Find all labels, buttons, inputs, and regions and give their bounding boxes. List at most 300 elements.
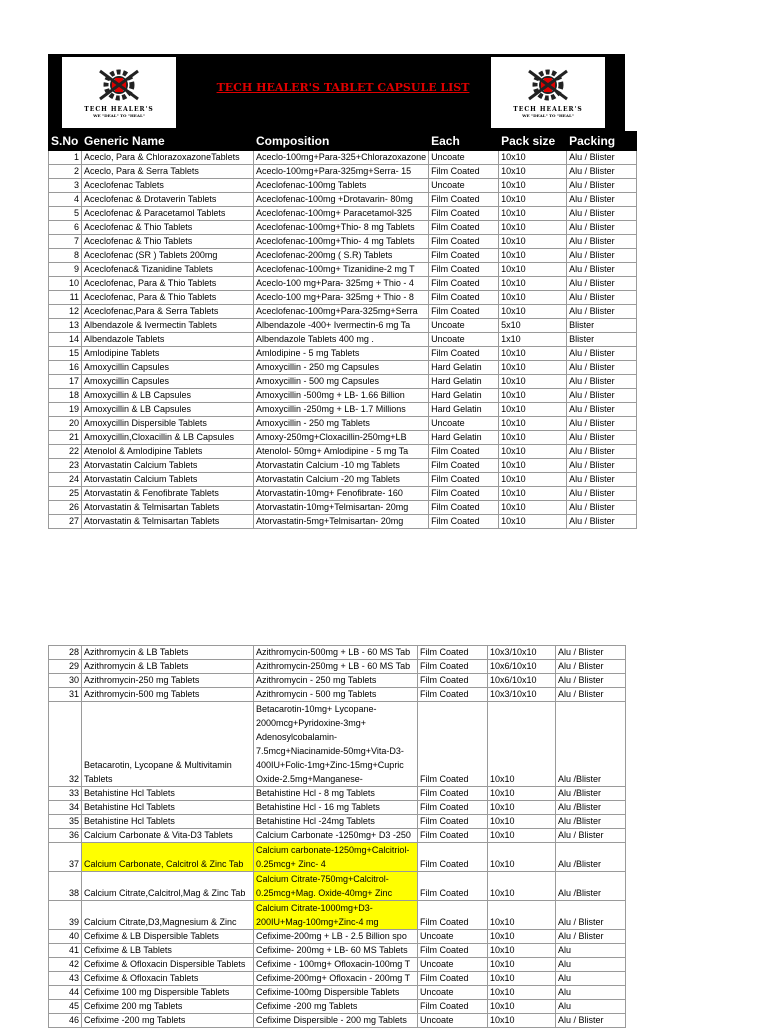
cell-each: Film Coated [418, 872, 488, 901]
cell-generic-name: Cefixime 100 mg Dispersible Tablets [82, 986, 254, 1000]
cell-packing: Alu / Blister [556, 829, 626, 843]
cell-sno: 27 [49, 515, 82, 529]
cell-each: Uncoate [429, 179, 499, 193]
cell-packing: Alu / Blister [567, 347, 637, 361]
cell-generic-name: Aceclo, Para & ChlorazoxazoneTablets [82, 151, 254, 165]
brand-tagline-right: WE "DEAL" TO "HEAL" [522, 113, 574, 118]
cell-generic-name: Amoxycillin,Cloxacillin & LB Capsules [82, 431, 254, 445]
table-row [49, 291, 637, 305]
cell-pack-size: 10x10 [488, 944, 556, 958]
cell-generic-name: Albendazole Tablets [82, 333, 254, 347]
cell-sno: 13 [49, 319, 82, 333]
cell-pack-size: 10x10 [488, 829, 556, 843]
cell-generic-name: Aceclofenac Tablets [82, 179, 254, 193]
table-row [49, 674, 626, 688]
col-header-sno: S.No [49, 132, 82, 151]
cell-each: Film Coated [429, 445, 499, 459]
header-banner [48, 54, 625, 131]
cell-each: Film Coated [429, 221, 499, 235]
cell-composition: Amoxycillin - 250 mg Capsules [254, 361, 429, 375]
cell-each: Film Coated [429, 193, 499, 207]
cell-composition: Betahistine Hcl - 16 mg Tablets [254, 801, 418, 815]
cell-sno: 46 [49, 1014, 82, 1028]
cell-packing: Alu / Blister [567, 501, 637, 515]
cell-each: Film Coated [418, 702, 488, 787]
cell-pack-size: 10x10 [488, 815, 556, 829]
cell-packing: Alu / Blister [567, 277, 637, 291]
cell-composition: Aceclo-100mg+Para-325mg+Serra- 15 [254, 165, 429, 179]
brand-tagline-left: WE "DEAL" TO "HEAL" [93, 113, 145, 118]
cell-packing: Alu / Blister [567, 179, 637, 193]
table-row [49, 277, 637, 291]
cell-each: Film Coated [418, 1000, 488, 1014]
brand-logo-left [62, 57, 176, 128]
cell-composition: Calcium Carbonate -1250mg+ D3 -250 [254, 829, 418, 843]
cell-generic-name: Atorvastatin & Telmisartan Tablets [82, 515, 254, 529]
cell-pack-size: 10x10 [499, 179, 567, 193]
table-row [49, 193, 637, 207]
cell-generic-name: Aceclofenac & Drotaverin Tablets [82, 193, 254, 207]
cell-packing: Alu / Blister [556, 688, 626, 702]
cell-packing: Alu /Blister [556, 815, 626, 829]
cell-pack-size: 10x10 [499, 515, 567, 529]
cell-composition: Cefixime-200mg+ Ofloxacin - 200mg T [254, 972, 418, 986]
table-row [49, 501, 637, 515]
table-row [49, 801, 626, 815]
cell-generic-name: Aceclofenac, Para & Thio Tablets [82, 291, 254, 305]
cell-each: Uncoate [418, 986, 488, 1000]
cell-pack-size: 10x10 [499, 375, 567, 389]
cell-packing: Alu / Blister [567, 459, 637, 473]
cell-composition: Amoxycillin -250mg + LB- 1.7 Millions [254, 403, 429, 417]
col-header-packing: Packing [567, 132, 637, 151]
cell-sno: 3 [49, 179, 82, 193]
cell-composition: Azithromycin - 500 mg Tablets [254, 688, 418, 702]
cell-sno: 16 [49, 361, 82, 375]
cell-generic-name: Amoxycillin Capsules [82, 361, 254, 375]
cell-composition: Amoxycillin - 500 mg Capsules [254, 375, 429, 389]
table-row [49, 487, 637, 501]
table-row [49, 319, 637, 333]
cell-pack-size: 5x10 [499, 319, 567, 333]
table-row [49, 305, 637, 319]
cell-sno: 39 [49, 901, 82, 930]
cell-composition: Cefixime- 200mg + LB- 60 MS Tablets [254, 944, 418, 958]
cell-each: Uncoate [429, 333, 499, 347]
brand-name-left: TECH HEALER'S [84, 106, 154, 113]
cell-each: Hard Gelatin [429, 361, 499, 375]
cell-pack-size: 10x3/10x10 [488, 688, 556, 702]
cell-sno: 33 [49, 787, 82, 801]
cell-packing: Alu / Blister [567, 417, 637, 431]
cell-pack-size: 10x10 [499, 235, 567, 249]
cell-composition: Cefixime Dispersible - 200 mg Tablets [254, 1014, 418, 1028]
cell-generic-name: Azithromycin & LB Tablets [82, 660, 254, 674]
col-header-generic-name: Generic Name [82, 132, 254, 151]
table-row [49, 179, 637, 193]
cell-generic-name: Cefixime -200 mg Tablets [82, 1014, 254, 1028]
table-row [49, 235, 637, 249]
cell-composition: Atorvastatin-10mg+Telmisartan- 20mg [254, 501, 429, 515]
cell-each: Film Coated [429, 291, 499, 305]
table-row [49, 958, 626, 972]
cell-pack-size: 10x10 [499, 151, 567, 165]
cell-packing: Alu / Blister [567, 207, 637, 221]
cell-composition: Amoxycillin - 250 mg Tablets [254, 417, 429, 431]
cell-each: Film Coated [418, 972, 488, 986]
cell-pack-size: 10x10 [488, 843, 556, 872]
cell-pack-size: 10x10 [499, 459, 567, 473]
cell-each: Hard Gelatin [429, 389, 499, 403]
brand-logo-right [491, 57, 605, 128]
cell-generic-name: Cefixime & Ofloxacin Dispersible Tablets [82, 958, 254, 972]
cell-pack-size: 10x10 [499, 277, 567, 291]
cell-sno: 23 [49, 459, 82, 473]
gear-cross-logo-icon [92, 67, 146, 105]
product-table-part2 [48, 645, 626, 1028]
cell-packing: Alu [556, 958, 626, 972]
cell-each: Film Coated [418, 646, 488, 660]
cell-packing: Alu /Blister [556, 872, 626, 901]
table-row [49, 403, 637, 417]
cell-packing: Alu / Blister [567, 473, 637, 487]
cell-packing: Alu / Blister [567, 263, 637, 277]
cell-each: Film Coated [429, 249, 499, 263]
table-row [49, 473, 637, 487]
cell-pack-size: 10x3/10x10 [488, 646, 556, 660]
cell-composition: Betahistine Hcl -24mg Tablets [254, 815, 418, 829]
cell-each: Film Coated [418, 660, 488, 674]
cell-pack-size: 10x10 [499, 431, 567, 445]
col-header-each: Each [429, 132, 499, 151]
cell-sno: 6 [49, 221, 82, 235]
cell-sno: 41 [49, 944, 82, 958]
cell-each: Film Coated [418, 801, 488, 815]
cell-sno: 37 [49, 843, 82, 872]
cell-pack-size: 10x10 [499, 403, 567, 417]
cell-composition: Calcium Citrate-750mg+Calcitrol-0.25mcg+Mag. Oxide-40mg+ Zinc [254, 872, 418, 901]
table-row [49, 1014, 626, 1028]
cell-composition: Cefixime -200 mg Tablets [254, 1000, 418, 1014]
cell-packing: Alu [556, 972, 626, 986]
cell-packing: Alu / Blister [567, 389, 637, 403]
table-row [49, 263, 637, 277]
cell-packing: Alu / Blister [567, 291, 637, 305]
cell-pack-size: 10x10 [499, 417, 567, 431]
table-row [49, 815, 626, 829]
cell-pack-size: 10x10 [488, 787, 556, 801]
cell-composition: Aceclo-100 mg+Para- 325mg + Thio - 8 [254, 291, 429, 305]
cell-generic-name: Betahistine Hcl Tablets [82, 815, 254, 829]
cell-each: Film Coated [418, 688, 488, 702]
cell-packing: Alu [556, 944, 626, 958]
cell-generic-name: Betahistine Hcl Tablets [82, 787, 254, 801]
cell-pack-size: 10x10 [499, 347, 567, 361]
cell-pack-size: 10x10 [488, 1000, 556, 1014]
table-row [49, 702, 626, 787]
cell-generic-name: Atorvastatin & Fenofibrate Tablets [82, 487, 254, 501]
table-row [49, 688, 626, 702]
cell-pack-size: 10x10 [499, 207, 567, 221]
table-row [49, 431, 637, 445]
cell-pack-size: 10x10 [488, 702, 556, 787]
cell-generic-name: Amlodipine Tablets [82, 347, 254, 361]
cell-generic-name: Amoxycillin Capsules [82, 375, 254, 389]
cell-pack-size: 10x10 [499, 389, 567, 403]
cell-composition: Aceclofenac-100mg+Thio- 4 mg Tablets [254, 235, 429, 249]
cell-packing: Alu / Blister [567, 515, 637, 529]
cell-composition: Cefixime-100mg Dispersible Tablets [254, 986, 418, 1000]
cell-generic-name: Amoxycillin Dispersible Tablets [82, 417, 254, 431]
cell-composition: Aceclofenac-200mg ( S.R) Tablets [254, 249, 429, 263]
cell-each: Uncoate [429, 319, 499, 333]
table-row [49, 389, 637, 403]
cell-packing: Blister [567, 333, 637, 347]
table-row [49, 944, 626, 958]
cell-sno: 25 [49, 487, 82, 501]
cell-composition: Betahistine Hcl - 8 mg Tablets [254, 787, 418, 801]
cell-packing: Alu / Blister [567, 431, 637, 445]
cell-each: Uncoate [418, 958, 488, 972]
cell-packing: Alu / Blister [567, 221, 637, 235]
cell-composition: Albendazole Tablets 400 mg . [254, 333, 429, 347]
cell-pack-size: 10x10 [488, 972, 556, 986]
cell-each: Film Coated [429, 487, 499, 501]
table-row [49, 207, 637, 221]
table-row [49, 221, 637, 235]
cell-sno: 9 [49, 263, 82, 277]
cell-composition: Aceclo-100 mg+Para- 325mg + Thio - 4 [254, 277, 429, 291]
cell-composition: Cefixime-200mg + LB - 2.5 Billion spo [254, 930, 418, 944]
cell-generic-name: Azithromycin-250 mg Tablets [82, 674, 254, 688]
cell-sno: 10 [49, 277, 82, 291]
cell-composition: Aceclofenac-100mg+ Paracetamol-325 [254, 207, 429, 221]
col-header-composition: Composition [254, 132, 429, 151]
cell-packing: Alu [556, 1000, 626, 1014]
cell-generic-name: Calcium Citrate,D3,Magnesium & Zinc [82, 901, 254, 930]
cell-pack-size: 10x10 [488, 901, 556, 930]
table-row [49, 333, 637, 347]
cell-sno: 20 [49, 417, 82, 431]
cell-packing: Alu / Blister [567, 151, 637, 165]
cell-generic-name: Azithromycin-500 mg Tablets [82, 688, 254, 702]
cell-each: Film Coated [429, 207, 499, 221]
cell-each: Uncoate [429, 417, 499, 431]
cell-each: Film Coated [418, 829, 488, 843]
cell-each: Film Coated [429, 347, 499, 361]
table-row [49, 249, 637, 263]
cell-sno: 38 [49, 872, 82, 901]
cell-sno: 11 [49, 291, 82, 305]
cell-each: Film Coated [418, 944, 488, 958]
gear-cross-logo-icon [521, 67, 575, 105]
cell-each: Film Coated [429, 263, 499, 277]
cell-composition: Betacarotin-10mg+ Lycopane-2000mcg+Pyridoxine-3mg+ Adenosylcobalamin-7.5mcg+Niacinamide-50mg+Vita-D3-400IU+Folic-1mg+Zinc-15mg+Cupric Oxide-2.5mg+Manganese- [254, 702, 418, 787]
cell-generic-name: Aceclofenac & Paracetamol Tablets [82, 207, 254, 221]
cell-each: Film Coated [429, 305, 499, 319]
cell-pack-size: 10x10 [499, 221, 567, 235]
cell-packing: Alu / Blister [567, 193, 637, 207]
cell-pack-size: 10x10 [499, 291, 567, 305]
cell-generic-name: Albendazole & Ivermectin Tablets [82, 319, 254, 333]
cell-packing: Alu / Blister [567, 165, 637, 179]
cell-composition: Atorvastatin-5mg+Telmisartan- 20mg [254, 515, 429, 529]
cell-pack-size: 10x10 [499, 263, 567, 277]
cell-pack-size: 10x10 [499, 501, 567, 515]
cell-sno: 17 [49, 375, 82, 389]
cell-pack-size: 10x10 [488, 958, 556, 972]
cell-generic-name: Calcium Citrate,Calcitrol,Mag & Zinc Tab [82, 872, 254, 901]
table-row [49, 901, 626, 930]
cell-each: Film Coated [418, 901, 488, 930]
cell-each: Hard Gelatin [429, 431, 499, 445]
cell-each: Hard Gelatin [429, 375, 499, 389]
cell-pack-size: 10x10 [499, 487, 567, 501]
cell-packing: Alu / Blister [567, 375, 637, 389]
cell-generic-name: Betahistine Hcl Tablets [82, 801, 254, 815]
cell-sno: 12 [49, 305, 82, 319]
cell-composition: Amlodipine - 5 mg Tablets [254, 347, 429, 361]
cell-pack-size: 10x10 [488, 1014, 556, 1028]
cell-sno: 2 [49, 165, 82, 179]
cell-pack-size: 10x10 [488, 872, 556, 901]
cell-pack-size: 10x6/10x10 [488, 674, 556, 688]
cell-sno: 4 [49, 193, 82, 207]
cell-sno: 22 [49, 445, 82, 459]
cell-generic-name: Aceclofenac, Para & Thio Tablets [82, 277, 254, 291]
table-row [49, 515, 637, 529]
cell-pack-size: 10x10 [499, 249, 567, 263]
cell-pack-size: 1x10 [499, 333, 567, 347]
cell-packing: Alu / Blister [556, 660, 626, 674]
cell-composition: Azithromycin-250mg + LB - 60 MS Tab [254, 660, 418, 674]
cell-composition: Cefixime - 100mg+ Ofloxacin-100mg T [254, 958, 418, 972]
table-row [49, 986, 626, 1000]
cell-sno: 40 [49, 930, 82, 944]
cell-sno: 44 [49, 986, 82, 1000]
cell-sno: 29 [49, 660, 82, 674]
col-header-pack-size: Pack size [499, 132, 567, 151]
cell-composition: Aceclo-100mg+Para-325+Chlorazoxazone [254, 151, 429, 165]
cell-packing: Alu / Blister [556, 930, 626, 944]
table-row [49, 445, 637, 459]
cell-composition: Atenolol- 50mg+ Amlodipine - 5 mg Ta [254, 445, 429, 459]
cell-sno: 1 [49, 151, 82, 165]
cell-pack-size: 10x10 [499, 473, 567, 487]
cell-each: Film Coated [429, 473, 499, 487]
cell-packing: Alu / Blister [556, 1014, 626, 1028]
cell-composition: Calcium Citrate-1000mg+D3-200IU+Mag-100mg+Zinc-4 mg [254, 901, 418, 930]
cell-sno: 7 [49, 235, 82, 249]
cell-each: Uncoate [429, 151, 499, 165]
cell-each: Film Coated [429, 277, 499, 291]
cell-packing: Alu /Blister [556, 787, 626, 801]
cell-pack-size: 10x10 [499, 193, 567, 207]
cell-sno: 45 [49, 1000, 82, 1014]
cell-composition: Atorvastatin-10mg+ Fenofibrate- 160 [254, 487, 429, 501]
cell-generic-name: Cefixime 200 mg Tablets [82, 1000, 254, 1014]
table-row [49, 930, 626, 944]
cell-sno: 15 [49, 347, 82, 361]
cell-sno: 34 [49, 801, 82, 815]
table-row [49, 829, 626, 843]
cell-generic-name: Aceclofenac,Para & Serra Tablets [82, 305, 254, 319]
cell-packing: Alu / Blister [567, 403, 637, 417]
cell-each: Film Coated [429, 515, 499, 529]
cell-packing: Alu / Blister [556, 674, 626, 688]
cell-generic-name: Atorvastatin Calcium Tablets [82, 459, 254, 473]
cell-each: Uncoate [418, 1014, 488, 1028]
cell-each: Film Coated [429, 459, 499, 473]
cell-packing: Alu / Blister [567, 305, 637, 319]
cell-sno: 18 [49, 389, 82, 403]
cell-each: Hard Gelatin [429, 403, 499, 417]
cell-generic-name: Atenolol & Amlodipine Tablets [82, 445, 254, 459]
cell-composition: Atorvastatin Calcium -20 mg Tablets [254, 473, 429, 487]
cell-sno: 8 [49, 249, 82, 263]
cell-packing: Alu / Blister [567, 487, 637, 501]
cell-sno: 32 [49, 702, 82, 787]
cell-sno: 28 [49, 646, 82, 660]
table-row [49, 459, 637, 473]
cell-each: Film Coated [429, 501, 499, 515]
cell-packing: Alu /Blister [556, 702, 626, 787]
cell-pack-size: 10x10 [488, 986, 556, 1000]
cell-generic-name: Aceclofenac& Tizanidine Tablets [82, 263, 254, 277]
cell-sno: 36 [49, 829, 82, 843]
product-table-part1 [48, 131, 637, 529]
cell-generic-name: Aceclofenac (SR ) Tablets 200mg [82, 249, 254, 263]
cell-sno: 43 [49, 972, 82, 986]
cell-sno: 19 [49, 403, 82, 417]
cell-generic-name: Aceclofenac & Thio Tablets [82, 221, 254, 235]
cell-composition: Amoxy-250mg+Cloxacillin-250mg+LB [254, 431, 429, 445]
cell-composition: Azithromycin - 250 mg Tablets [254, 674, 418, 688]
cell-composition: Azithromycin-500mg + LB - 60 MS Tab [254, 646, 418, 660]
cell-generic-name: Aceclofenac & Thio Tablets [82, 235, 254, 249]
table-row [49, 872, 626, 901]
cell-composition: Aceclofenac-100mg+ Tizanidine-2 mg T [254, 263, 429, 277]
table-row [49, 660, 626, 674]
cell-packing: Alu [556, 986, 626, 1000]
cell-packing: Blister [567, 319, 637, 333]
table-row [49, 361, 637, 375]
cell-generic-name: Cefixime & Ofloxacin Tablets [82, 972, 254, 986]
cell-packing: Alu / Blister [567, 235, 637, 249]
cell-packing: Alu / Blister [567, 361, 637, 375]
cell-pack-size: 10x10 [499, 361, 567, 375]
cell-composition: Aceclofenac-100mg Tablets [254, 179, 429, 193]
cell-sno: 5 [49, 207, 82, 221]
cell-generic-name: Atorvastatin Calcium Tablets [82, 473, 254, 487]
cell-each: Film Coated [429, 165, 499, 179]
cell-composition: Atorvastatin Calcium -10 mg Tablets [254, 459, 429, 473]
cell-each: Film Coated [418, 843, 488, 872]
cell-packing: Alu / Blister [556, 901, 626, 930]
cell-packing: Alu / Blister [567, 249, 637, 263]
cell-pack-size: 10x10 [499, 305, 567, 319]
table-row [49, 375, 637, 389]
cell-generic-name: Amoxycillin & LB Capsules [82, 403, 254, 417]
cell-generic-name: Azithromycin & LB Tablets [82, 646, 254, 660]
cell-generic-name: Calcium Carbonate & Vita-D3 Tablets [82, 829, 254, 843]
cell-composition: Amoxycillin -500mg + LB- 1.66 Billion [254, 389, 429, 403]
cell-packing: Alu /Blister [556, 801, 626, 815]
cell-each: Film Coated [429, 235, 499, 249]
cell-sno: 24 [49, 473, 82, 487]
cell-each: Film Coated [418, 787, 488, 801]
cell-sno: 21 [49, 431, 82, 445]
